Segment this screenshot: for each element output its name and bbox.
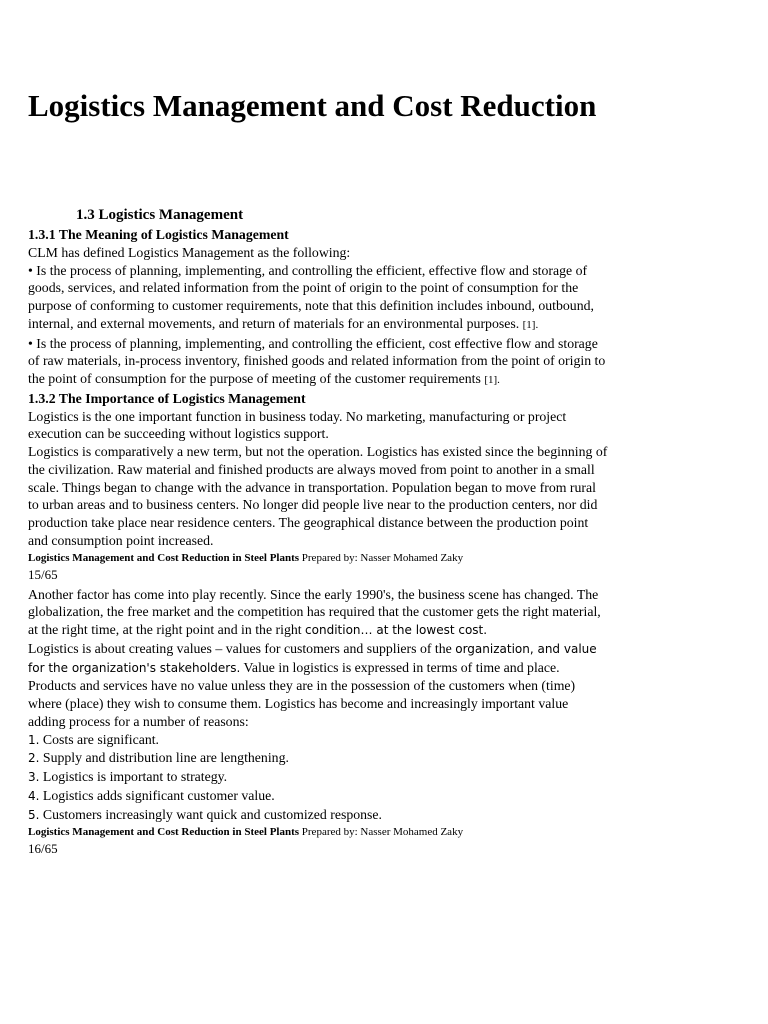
- footer-title: Logistics Management and Cost Reduction in Steel Plants: [28, 551, 300, 564]
- list-item: 3. Logistics is important to strategy.: [28, 769, 228, 784]
- subsection-heading-meaning: 1.3.1 The Meaning of Logistics Management: [28, 227, 289, 242]
- list-item: 2. Supply and distribution line are lengthening.: [28, 750, 289, 766]
- footer-author: Prepared by: Nasser Mohamed Zaky: [301, 551, 464, 564]
- footer-title: Logistics Management and Cost Reduction in Steel Plants: [28, 826, 300, 839]
- page-footer: [28, 824, 608, 840]
- list-item: 5. Customers increasingly want quick and customized response.: [28, 806, 383, 822]
- definition-bullet-2: • Is the process of planning, implementing, and controlling the efficient, cost effective flow and storage of raw materials, in-process inventory, finished goods and related information from the point of origin to the point of consumption for the purpose of meeting of the customer requirements [1].: [28, 335, 606, 386]
- footer-author: Prepared by: Nasser Mohamed Zaky: [301, 826, 464, 839]
- list-item: 4. Logistics adds significant customer value.: [28, 787, 275, 803]
- subsection-heading-importance: 1.3.2 The Importance of Logistics Management: [28, 390, 306, 406]
- citation-ref: [1].: [522, 318, 539, 331]
- citation-ref: [1].: [484, 374, 500, 386]
- page-footer: [28, 550, 608, 566]
- paragraph-creating-values: Logistics is about creating values – values for customers and suppliers of the organization, and value for the organization's stakeholders. Value in logistics is expressed in terms of time and place. Products and services have no value unless they are in the possession of the customers when (time) where (place) they wish to consume them. Logistics has become and increasingly important value adding process for a number of reasons:: [28, 640, 597, 729]
- definition-bullet-1: • Is the process of planning, implementing, and controlling the efficient, effective flow and storage of goods, services, and related information from the point of origin to the point of consumption for the purpose of conforming to customer requirements, note that this definition includes inbound, outbound, internal, and external movements, and return of materials for an environmental purposes. [1].: [28, 262, 594, 331]
- paragraph-recent-factor: Another factor has come into play recently. Since the early 1990's, the business scene has changed. The globalization, the free market and the competition has required that the customer gets the right material, at the right time, at the right point and in the right condition… at the lowest cost.: [28, 586, 601, 637]
- page-number: 15/65: [28, 566, 58, 582]
- intro-paragraph: CLM has defined Logistics Management as the following:: [28, 244, 351, 260]
- document-title: Logistics Management and Cost Reduction: [28, 88, 597, 123]
- paragraph-tail: condition… at the lowest cost.: [305, 623, 488, 637]
- section-heading: 1.3 Logistics Management: [76, 207, 244, 223]
- importance-paragraph-1: Logistics is the one important function in business today. No marketing, manufacturing or project execution can be succeeding without logistics support.: [28, 408, 567, 442]
- document-body: [28, 226, 608, 860]
- importance-paragraph-2: Logistics is comparatively a new term, but not the operation. Logistics has existed since the beginning of the civilization. Raw material and finished products are always moved from point to another in a small scale. Things began to change with the advance in transportation. Population began to move from rural to urban areas and to business centers. No longer did people live near to the production centers, nor did production take place near residence centers. The geographical distance between the production point and consumption point increased.: [28, 444, 608, 548]
- page-number: 16/65: [28, 841, 58, 857]
- list-item: 1. Costs are significant.: [28, 731, 160, 747]
